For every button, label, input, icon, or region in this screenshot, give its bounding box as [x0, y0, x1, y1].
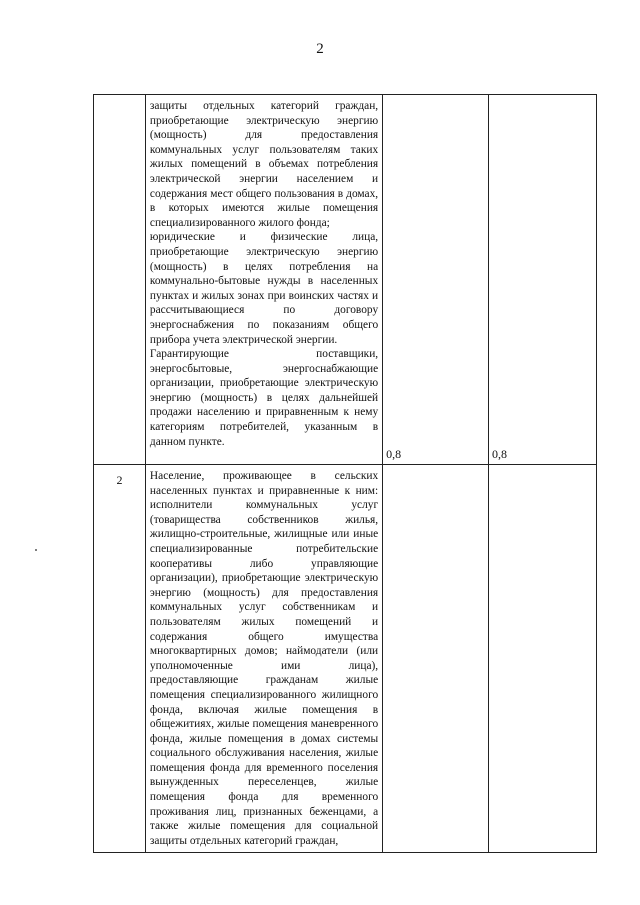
description-cell: [145, 95, 382, 465]
table-row: [94, 95, 597, 465]
description-paragraph: Гарантирующие поставщики, энергосбытовые, энергоснабжающие организации, приобретающие электрическую энергию (мощность) в целях дальнейшей продажи населению и приравненным к нему категориям потребителей, указанным в данном пункте.: [149, 348, 379, 448]
value-2: [489, 850, 596, 852]
value-cell-2: [489, 95, 597, 465]
row-number: 2: [116, 473, 123, 487]
value-1: [383, 850, 488, 852]
description-paragraph: юридические и физические лица, приобретающие электрическую энергию (мощность) в целях потребления на коммунально-бытовые нужды в населенных пунктах и жилых зонах при воинских частях и рассчитывающиеся по договору энергоснабжения по показаниям общего прибора учета электрической энергии.: [149, 231, 379, 346]
row-number: [94, 95, 145, 103]
value-cell-2: [489, 465, 597, 853]
scan-artifact: [35, 549, 37, 551]
table-row: [94, 465, 597, 853]
tariff-table: [93, 94, 597, 853]
page-number: 2: [316, 41, 324, 57]
description-paragraph: защиты отдельных категорий граждан, приобретающие электрическую энергию (мощность) для предоставления коммунальных услуг пользователям таких жилых помещений в объемах потребления электрической энергии населением и содержания мест общего пользования в домах, в которых имеются жилые помещения специализированного жилого фонда;: [149, 100, 379, 229]
description-cell: [145, 465, 382, 853]
description-paragraph: Население, проживающее в сельских населенных пунктах и приравненные к ним: исполнители коммунальных услуг (товарищества собственников жилья, жилищно-строительные, жилищные или иные специализированные потребительские кооперативы либо управляющие организации), приобретающие электрическую энергию (мощность) для предоставления коммунальных услуг собственникам и пользователям жилых помещений и содержания общего имущества многоквартирных домов; наймодатели (или уполномоченные ими лица), предоставляющие гражданам жилые помещения специализированного жилищного фонда, включая жилые помещения в общежитиях, жилые помещения маневренного фонда, жилые помещения в домах системы социального обслуживания населения, жилые помещения фонда для временного поселения вынужденных переселенцев, жилые помещения фонда для временного проживания лиц, признанных беженцами, а также жилые помещения для социальной защиты отдельных категорий граждан,: [149, 470, 379, 847]
row-number-cell: [94, 465, 146, 853]
value-cell-1: [383, 465, 489, 853]
value-1: 0,8: [386, 447, 402, 461]
value-2: 0,8: [492, 447, 508, 461]
value-cell-1: [383, 95, 489, 465]
row-number-cell: [94, 95, 146, 465]
